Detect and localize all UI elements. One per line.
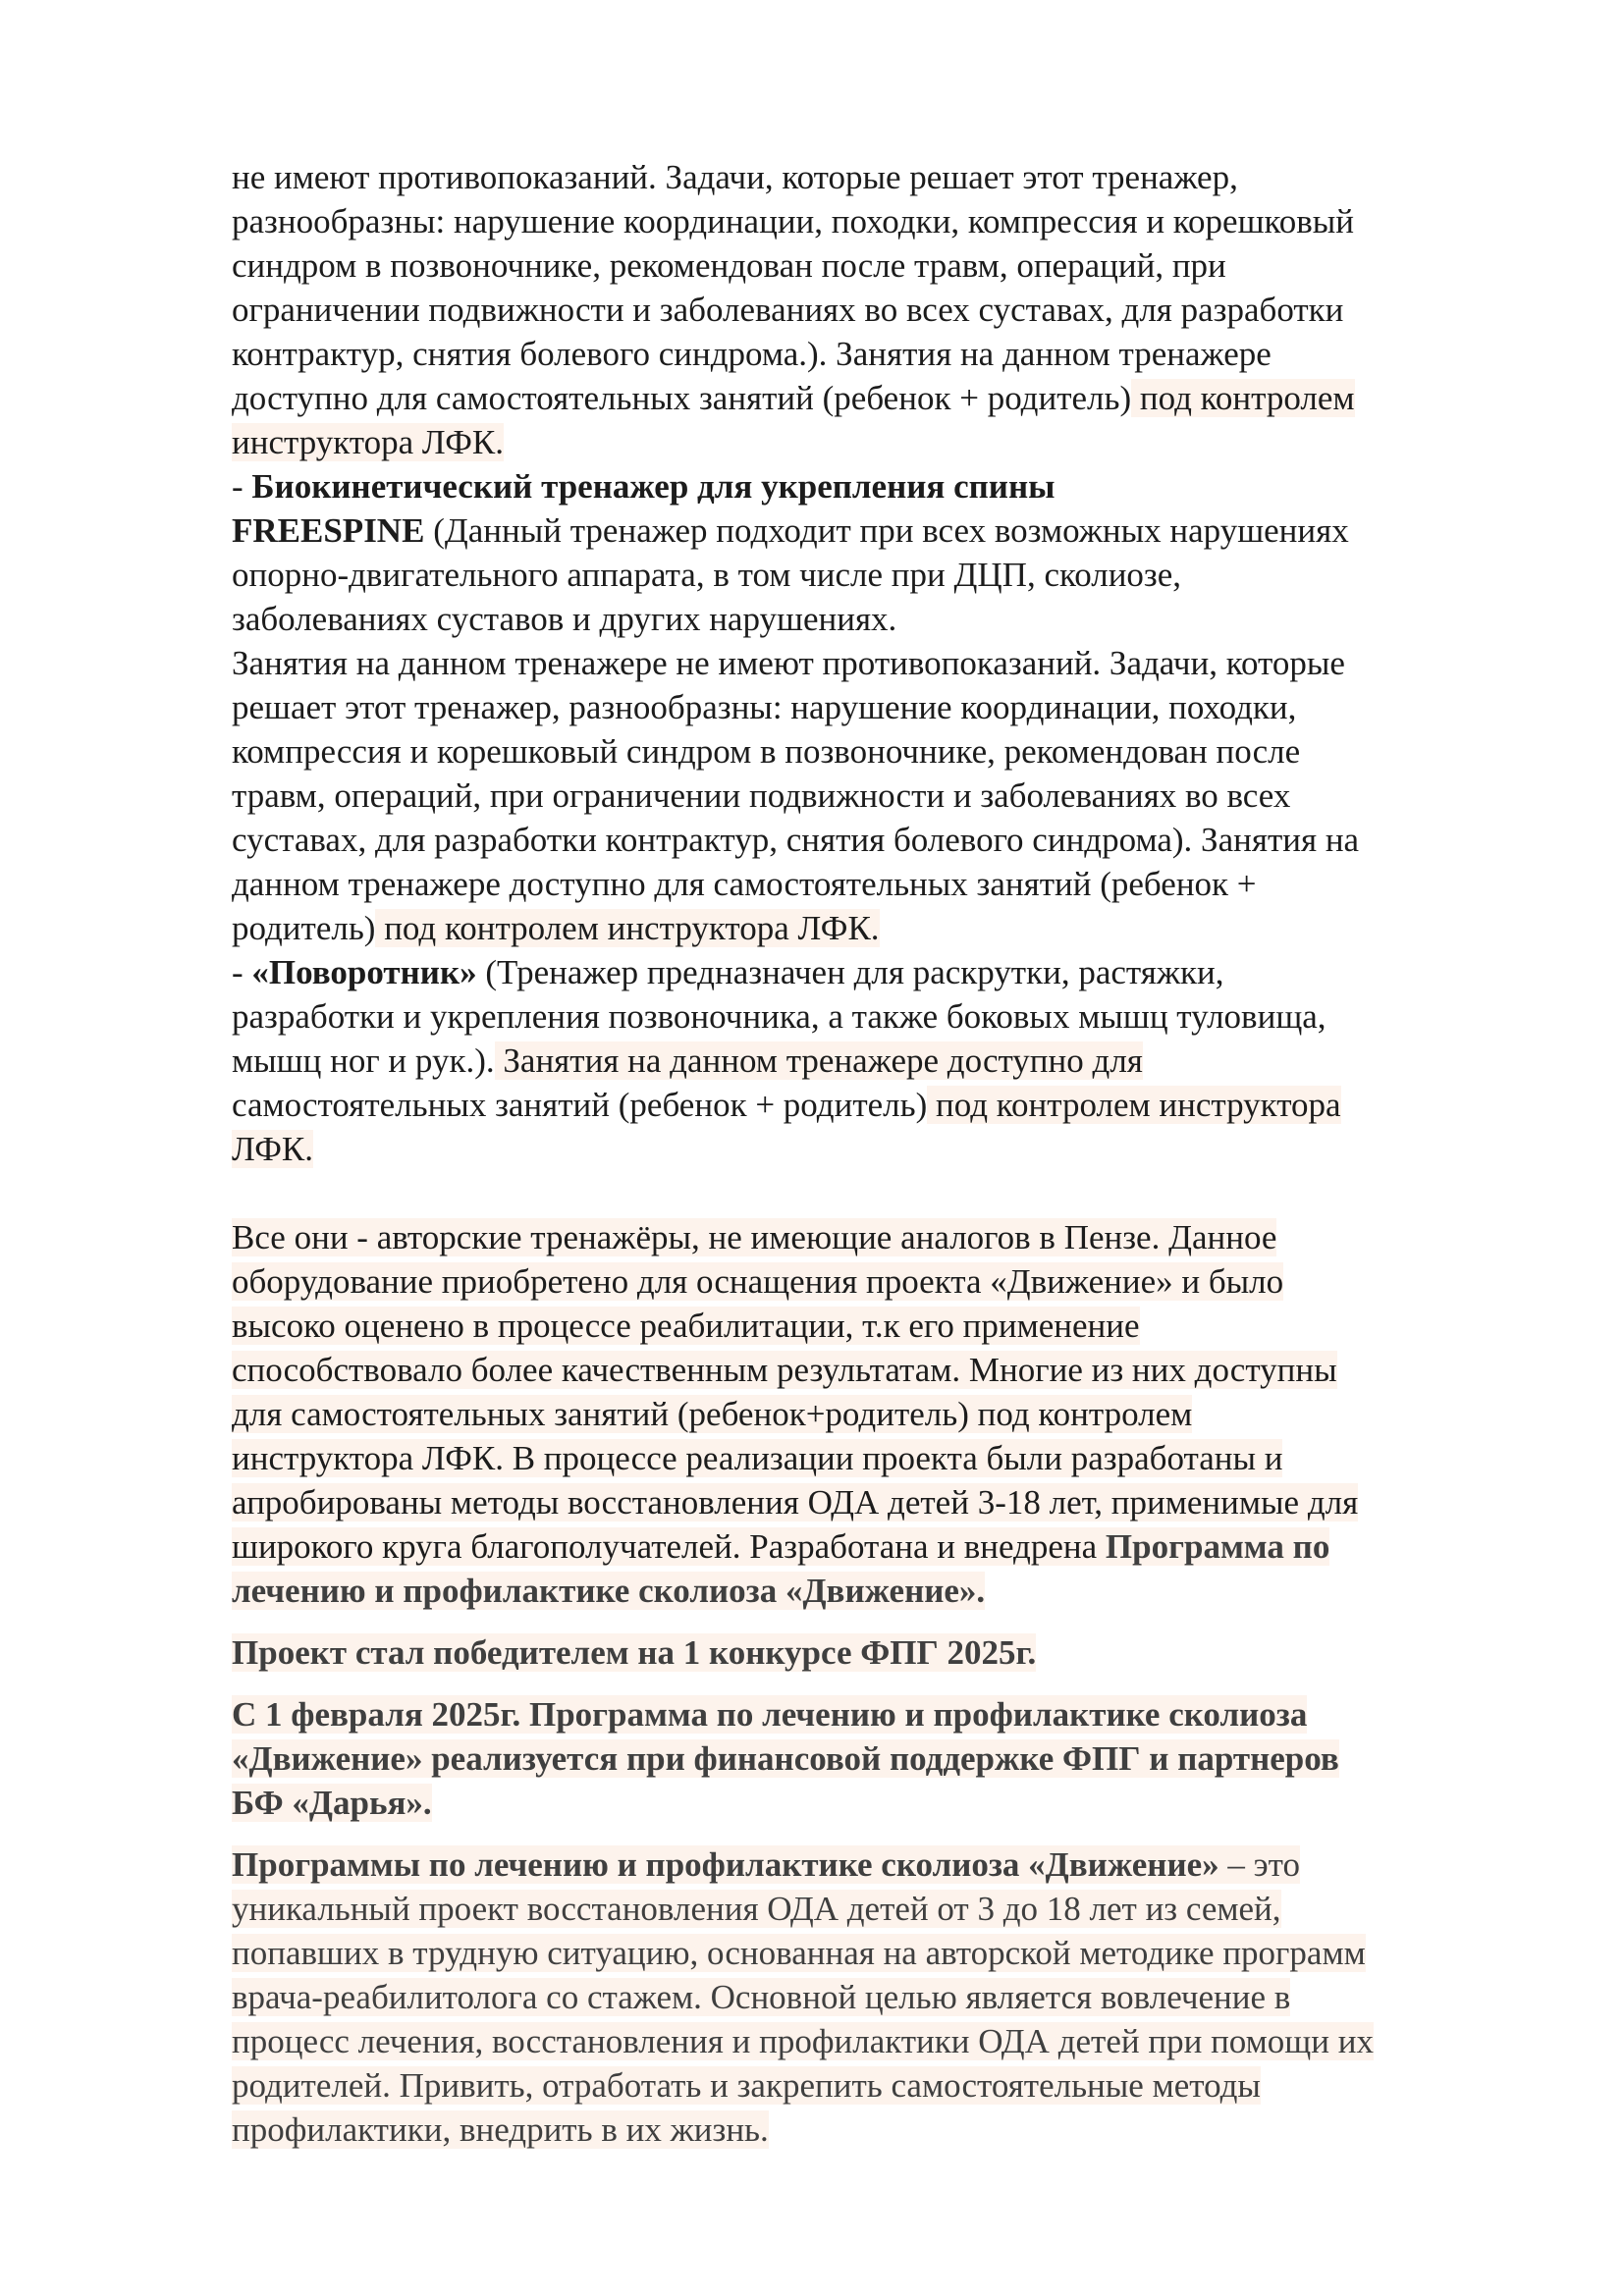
highlighted-bold-text: С 1 февраля 2025г. Программа по лечению и профилактике сколиоза [232,1695,1308,1734]
highlighted-text: – это [1218,1845,1301,1884]
highlighted-text: Все они - авторские тренажёры, не имеющие аналогов в Пензе. Данное [232,1218,1277,1256]
text-line [232,1842,1508,1887]
highlighted-text: Занятия на данном тренажере доступно для [494,1041,1143,1080]
text-line: синдром в позвоночнике, рекомендован после травм, операций, при [232,246,1226,285]
highlighted-text: профилактики, внедрить в их жизнь. [232,2110,769,2149]
highlighted-text: уникальный проект восстановления ОДА детей от 3 до 18 лет из семей, [232,1890,1281,1928]
text-line [232,1127,1508,1171]
highlighted-text: попавших в трудную ситуацию, основанная на авторской методике программ [232,1934,1366,1972]
paragraph-program [232,1842,1508,2152]
text-line: опорно-двигательного аппарата, в том числе при ДЦП, сколиозе, [232,556,1182,594]
item-title: Биокинетический тренажер для укрепления спины [251,467,1056,506]
paragraph-spacing [232,1675,1508,1692]
text-line [232,1348,1508,1392]
text-line: разработки и укрепления позвоночника, а также боковых мышц туловища, [232,997,1326,1036]
text-line [232,1392,1508,1436]
text-plain: родитель) [232,909,376,947]
text-line: суставах, для разработки контрактур, снятия болевого синдрома). Занятия на [232,821,1360,859]
text-line: решает этот тренажер, разнообразны: нарушение координации, походки, [232,688,1297,726]
text-line [232,906,1508,950]
paragraph-spacing [232,1825,1508,1842]
highlighted-bold-text: БФ «Дарья». [232,1784,432,1822]
highlighted-text: широкого круга благополучателей. Разработана и внедрена [232,1527,1106,1566]
highlighted-bold-text: Программа по [1105,1527,1330,1566]
text-line [232,420,1508,464]
highlighted-text: родителей. Привить, отработать и закрепить самостоятельные методы [232,2066,1261,2105]
text-line [232,1931,1508,1975]
highlighted-text: высоко оценено в процессе реабилитации, т.к его применение [232,1307,1140,1345]
highlighted-text: процесс лечения, восстановления и профилактики ОДА детей при помощи их [232,2022,1374,2060]
text-line [232,1259,1508,1304]
winner-statement [232,1630,1508,1675]
highlighted-text: под контролем инструктора ЛФК. [375,909,880,947]
highlighted-text: под контролем [1131,379,1355,417]
highlighted-text: инструктора ЛФК. В процессе реализации проекта были разработаны и [232,1439,1283,1477]
highlighted-text: под контролем инструктора [927,1086,1341,1124]
text-line [232,1692,1508,1736]
text-line [232,1887,1508,1931]
blank-line [232,1171,1508,1215]
text-line [232,1524,1508,1569]
text-line: разнообразны: нарушение координации, походки, компрессия и корешковый [232,202,1355,240]
highlighted-text: инструктора ЛФК. [232,423,504,461]
text-plain: мышц ног и рук.). [232,1041,495,1080]
item-title: «Поворотник» [251,953,477,991]
text-line [232,1304,1508,1348]
text-line [232,1569,1508,1613]
highlighted-text: оборудование приобретено для оснащения проекта «Движение» и было [232,1262,1284,1301]
highlighted-bold-text: Программы по лечению и профилактике сколиоза «Движение» [232,1845,1219,1884]
paragraph-spacing [232,1613,1508,1630]
highlighted-text: ЛФК. [232,1130,314,1168]
highlighted-text: способствовало более качественным результатам. Многие из них доступны [232,1351,1337,1389]
item-title: FREESPINE [232,511,425,550]
text-line [232,1975,1508,2019]
text-line [232,1039,1508,1083]
highlighted-text: врача-реабилитолога со стажем. Основной целью является вовлечение в [232,1978,1291,2016]
text-line: компрессия и корешковый синдром в позвоночнике, рекомендован после [232,732,1301,771]
highlighted-bold-text: Проект стал победителем на 1 конкурсе ФПГ 2025г. [232,1633,1037,1672]
list-dash: - [232,467,252,506]
paragraph-support [232,1692,1508,1825]
text-line: заболеваниях суставов и других нарушениях. [232,600,897,638]
text-line [232,1781,1508,1825]
item-heading [232,464,1508,508]
text-line [232,508,1508,553]
text-line [232,1736,1508,1781]
section-freespine [232,464,1508,950]
text-line [232,2108,1508,2152]
text-line: данном тренажере доступно для самостоятельных занятий (ребенок + [232,865,1257,903]
text-line [232,2063,1508,2108]
text-line: Занятия на данном тренажере не имеют противопоказаний. Задачи, которые [232,644,1345,682]
item-heading [232,950,1508,994]
text-line [232,2019,1508,2063]
highlighted-text: для самостоятельных занятий (ребенок+родитель) под контролем [232,1395,1193,1433]
paragraph-summary [232,1215,1508,1613]
text-plain: (Данный тренажер подходит при всех возможных нарушениях [424,511,1349,550]
text-line [232,1083,1508,1127]
text-line: не имеют противопоказаний. Задачи, которые решает этот тренажер, [232,158,1238,196]
text-line [232,1436,1508,1480]
text-line [232,376,1508,420]
text-line [232,1215,1508,1259]
text-plain: доступно для самостоятельных занятий (ребенок + родитель) [232,379,1132,417]
section-povorotnik [232,950,1508,1171]
text-line: ограничении подвижности и заболеваниях во всех суставах, для разработки [232,291,1344,329]
text-line: контрактур, снятия болевого синдрома.). Занятия на данном тренажере [232,335,1272,373]
highlighted-bold-text: «Движение» реализуется при финансовой поддержке ФПГ и партнеров [232,1739,1339,1778]
document-page [232,155,1508,2152]
text-plain: самостоятельных занятий (ребенок + родитель) [232,1086,928,1124]
highlighted-bold-text: лечению и профилактике сколиоза «Движение». [232,1572,986,1610]
paragraph-intro [232,155,1508,464]
highlighted-text: апробированы методы восстановления ОДА детей 3-18 лет, применимые для [232,1483,1359,1522]
list-dash: - [232,953,252,991]
text-plain: (Тренажер предназначен для раскрутки, растяжки, [476,953,1224,991]
text-line: травм, операций, при ограничении подвижности и заболеваниях во всех [232,776,1291,815]
text-line [232,1480,1508,1524]
